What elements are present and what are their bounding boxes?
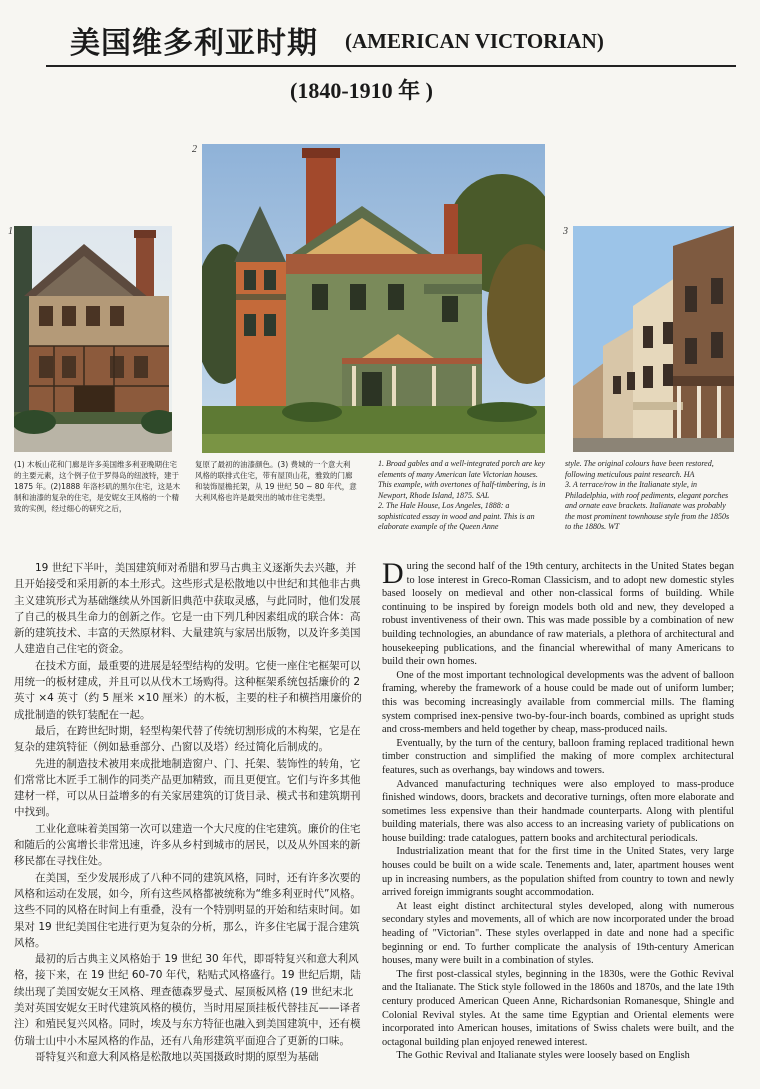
caption-chinese-col1: (1) 木板山花和门廊是许多美国维多利亚晚期住宅的主要元素，这个例子位于罗得岛的纽波特，建于 1875 年。(2)1888 年洛杉矶的黑尔住宅，这是木制和油漆的复杂的住宅，是安妮女王风格的一个精致的实例，经过细心的研究之后， — [14, 460, 181, 513]
body-text-chinese — [14, 560, 362, 1065]
en-paragraph: Eventually, by the turn of the century, balloon framing replaced traditional hewn timber construction and simplified the making of more complex architectural features, such as overhangs, bay windows and towers. — [382, 737, 734, 776]
cn-paragraph: 工业化意味着美国第一次可以建造一个大尺度的住宅建筑。廉价的住宅和随后的公寓增长非常迅速，许多从乡村到城市的居民，以及从外国来的新移民都在寻找住处。 — [14, 822, 361, 868]
page-title-english: (AMERICAN VICTORIAN) — [345, 29, 604, 53]
cn-paragraph: 最后，在跨世纪时期，轻型构架代替了传统切割形成的木构架，它是在复杂的建筑特征（例如悬垂部分、凸窗以及塔）经过简化后制成的。 — [14, 724, 361, 754]
en-paragraph: At least eight distinct architectural styles developed, along with numerous secondary styles and movements, all of which are now incorporated under the broad heading of "Victorian". These styles overlapped in date and none had a specific beginning or end. To further complicate the analysis of 19th-century American houses, many were built in a combination of styles. — [382, 900, 734, 967]
caption-chinese-col2: 复原了最初的油漆颜色。(3) 费城的一个意大利风格的联排式住宅，带有屋顶山花，雅致的门廊和装饰屋檐托架，从 19 世纪 50 ~ 80 年代，意大利风格也许是最突出的城市住宅类型。 — [195, 460, 357, 502]
figure-number-3: 3 — [563, 226, 568, 237]
body-text-english — [382, 557, 734, 1063]
page-title-chinese: 美国维多利亚时期 — [70, 26, 318, 61]
cn-paragraph: 最初的后古典主义风格始于 19 世纪 30 年代，即哥特复兴和意大利风格，接下来，在 19 世纪 60-70 年代，粘贴式风格盛行。19 世纪后期，陆续出现了美国安妮女王风格、理查德森罗曼式、屋顶板风格 (19 世纪末北美对英国安妮女王时代建筑风格的模仿，当时用屋顶挂板代替挂瓦——译者注）和殖民复兴风格。同时，埃及与东方特征也融入到美国建筑中，还有模仿瑞士山中小木屋风格的作品，还有八角形建筑平面迎合了更新的口味。 — [14, 953, 361, 1047]
figure-number-1: 1 — [8, 226, 13, 237]
caption-english-col2: style. The original colours have been restored, following meticulous paint research. HA 3. A terrace/row in the Italianate style, in Philadelphia, with roof pediments, elegant porches and ornate eave brackets. Italianate was probably the most prominent townhouse style from the 1850s to the 1880s. WT — [565, 459, 730, 531]
figure-number-2: 2 — [192, 144, 197, 155]
photo-philadelphia-terrace — [573, 226, 734, 452]
title-rule — [46, 65, 736, 67]
en-paragraph: Industrialization meant that for the first time in the United States, very large houses could be built on a wide scale. Tenements and, later, apartment houses went up in increasing numbers, as the population shifted from country to town and newly arrived foreign immigrants sought accommodation. — [382, 846, 734, 899]
en-paragraph: Advanced manufacturing techniques were also employed to mass-produce finished windows, doors, brackets and decorative turnings, often more elaborate and sometimes less expensive than their handmade counterparts. Along with plentiful building materials, there was also access to an increasing variety of publications on house building: trade catalogues, pattern books and architectural periodicals. — [382, 778, 734, 844]
en-paragraph: One of the most important technological developments was the advent of balloon framing, whereby the framework of a house could be made out of uniform lumber; this was becoming increasingly available from commercial mills. The flaming system comprised inex-pensive two-by-four-inch boards, combined as upright studs and cross-members and held together by cheap, mass-produced nails. — [382, 669, 734, 736]
photo-hale-house — [202, 144, 545, 453]
en-paragraph: The first post-classical styles, beginning in the 1830s, were the Gothic Revival and the Italianate. The Stick style followed in the 1860s and 1870s, and the late 19th century produced American Queen Anne, Richardsonian Romanesque, Shingle and Colonial Revival styles. At the same time Egyptian and Oriental elements were incorporated into American houses, imitations of Swiss chalets were built, and the octagonal building plan enjoyed renewed interest. — [382, 968, 734, 1048]
en-paragraph: The Gothic Revival and Italianate styles were loosely based on English — [396, 1050, 690, 1062]
cn-paragraph: 哥特复兴和意大利风格是松散地以英国摄政时期的原型为基础 — [35, 1050, 319, 1063]
cn-paragraph: 先进的制造技术被用来成批地制造窗户、门、托架、装饰性的转角，它们常常比木匠手工制作的同类产品更加精致，而且更便宜。它们与许多其他建材一样，可以从日益增多的有关家居建筑的订货目录、模式书和建筑期刊中找到。 — [14, 757, 361, 819]
en-paragraph-first: During the second half of the 19th century, architects in the United States began to lose interest in Greco-Roman Classicism, and to adopt new domestic styles based loosely on medieval and other non-classical forms of building. While continuing to be inspired by foreign models both old and new, they developed a robust inventiveness of their own. This was made possible by a combination of new building technologies, an abundance of raw materials, a plethora of architectural and housekeeping publications, and the financial wherewithal of many Americans to build their own homes. — [382, 557, 734, 668]
period-years: (1840-1910 年 ) — [290, 78, 433, 103]
photo-newport-house — [14, 226, 172, 452]
cn-paragraph: 在技术方面，最重要的进展是轻型结构的发明。它使一座住宅框架可以用统一的板材建成，并且可以从伐木工场购得。这种框架系统包括廉价的 2 英寸 ×4 英寸（约 5 厘米 ×10 厘米）的木板，主要的柱子和横挡用廉价的成批制造的铁钉装配在一起。 — [14, 659, 362, 721]
cn-paragraph: 19 世纪下半叶，美国建筑师对希腊和罗马古典主义逐渐失去兴趣，并且开始接受和采用新的本土形式。这些形式是松散地以中世纪和其他非古典主义建筑形式为基础继续从外国新旧典范中获取灵感，与此同时，他们发展了自己的极具生命力的创新之作。它是一由下列几种因素组成的联合体：高新的建筑技术、丰富的天然原材料、大量建筑与家居出版物，以及许多美国人建造自己住宅的资金。 — [14, 562, 361, 656]
drop-cap: D — [382, 557, 404, 590]
caption-english-col1: 1. Broad gables and a well-integrated porch are key elements of many American late Victorian houses. This example, with overtones of half-timbering, is in Newport, Rhode Island, 1875. SAL 2. The Hale House, Los Angeles, 1888: a sophisticated essay in wood and paint. This is an elaborate example of the Queen Anne — [378, 459, 546, 531]
cn-paragraph: 在美国，至少发展形成了八种不同的建筑风格，同时，还有许多次要的风格和运动在发展，如今，所有这些风格都被统称为“维多利亚时代”风格。这些不同的风格在时间上有重叠，没有一个特别明显的开始和结束时间。如果对 19 世纪美国住宅进行更为复杂的分析，那么，许多住宅属于混合建筑风格。 — [14, 871, 361, 949]
